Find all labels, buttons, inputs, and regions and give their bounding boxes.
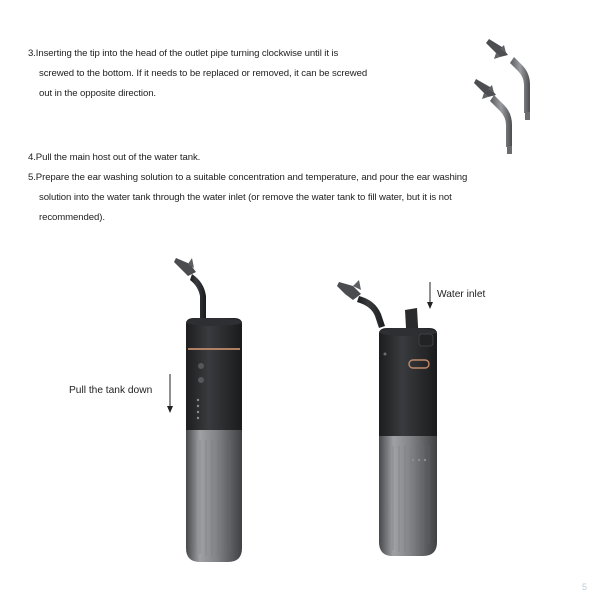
main-body-icon	[379, 328, 437, 436]
step-5-line-2: solution into the water tank through the water inlet (or remove the water tank to fill water, but it is not	[39, 192, 452, 203]
nozzle-tip-illustration	[470, 35, 550, 160]
page-number: 5	[581, 582, 587, 592]
water-inlet-arrow-icon	[425, 282, 435, 310]
water-tank-icon	[186, 428, 242, 562]
step-5-line-3: recommended).	[39, 212, 105, 223]
left-device-illustration	[170, 250, 260, 570]
step-5-text	[28, 168, 467, 228]
step-3-line-2: screwed to the bottom. If it needs to be replaced or removed, it can be screwed	[39, 68, 368, 79]
step-3-text	[28, 44, 367, 104]
pull-tank-caption: Pull the tank down	[69, 385, 153, 396]
step-4-text	[28, 148, 200, 168]
step-4-line-1: 4.Pull the main host out of the water tank.	[28, 152, 201, 163]
main-body-icon	[186, 318, 242, 430]
right-device-illustration	[335, 274, 445, 564]
pull-down-arrow-icon	[165, 374, 175, 414]
attached-tip-icon	[474, 79, 512, 154]
step-5-line-1: 5.Prepare the ear washing solution to a suitable concentration and temperature, and pour the ear washing	[28, 172, 468, 183]
nozzle-icon	[337, 280, 385, 328]
separated-tip-icon	[486, 39, 508, 59]
water-tank-icon	[379, 434, 437, 556]
nozzle-icon	[174, 258, 206, 320]
water-inlet-caption: Water inlet	[437, 289, 486, 300]
outlet-pipe-upper-icon	[510, 57, 530, 120]
step-3-line-3: out in the opposite direction.	[39, 88, 157, 99]
step-3-line-1: 3.Inserting the tip into the head of the outlet pipe turning clockwise until it is	[28, 48, 339, 59]
